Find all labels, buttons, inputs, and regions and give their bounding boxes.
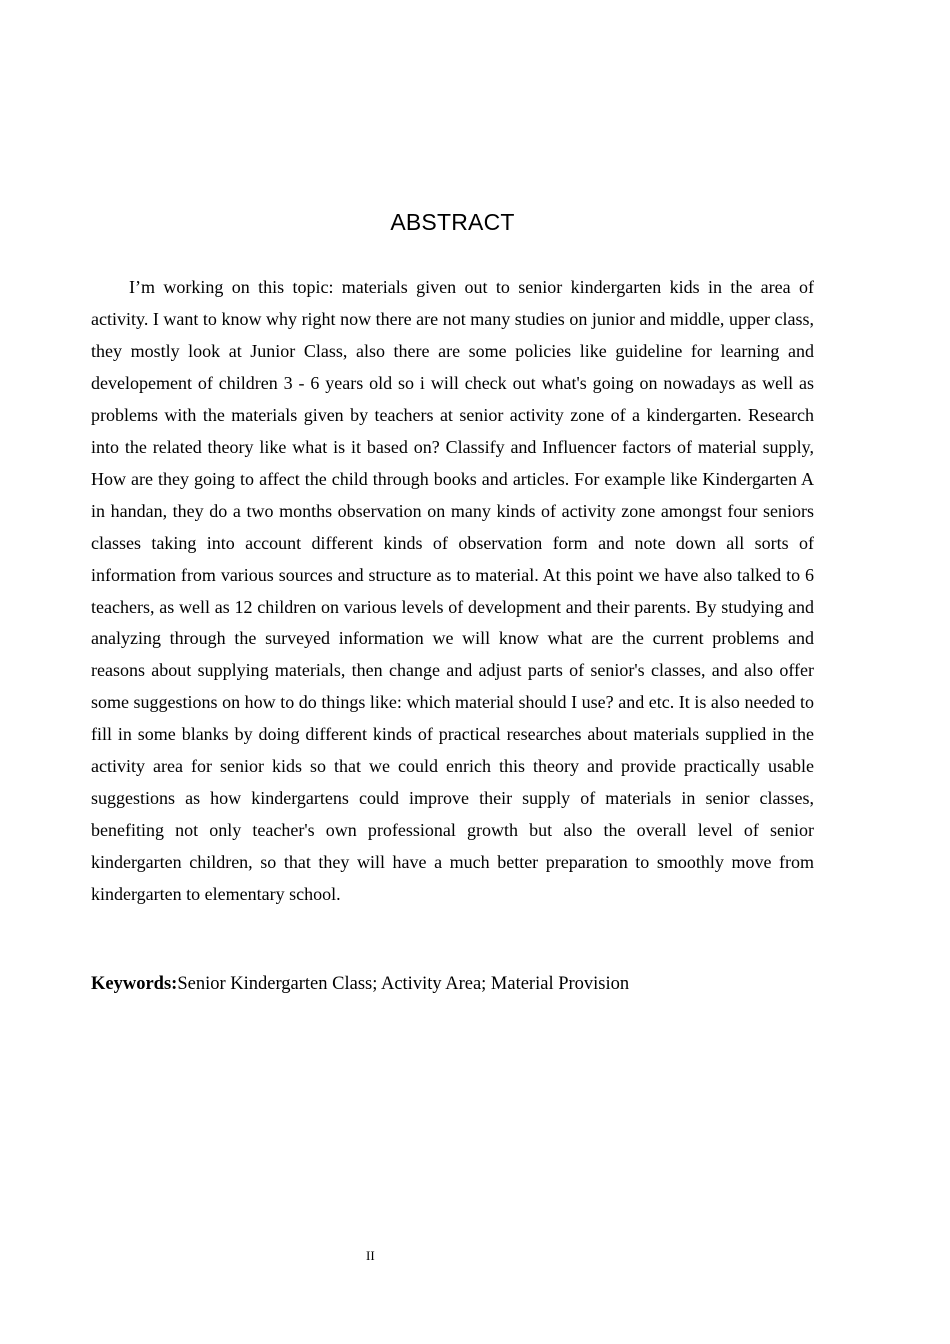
abstract-title: ABSTRACT (390, 209, 515, 235)
keywords-label: Keywords: (91, 974, 178, 994)
keywords-value: Senior Kindergarten Class; Activity Area; Material Provision (177, 974, 630, 994)
page-number: II (366, 1248, 375, 1263)
keywords-line (91, 974, 629, 995)
abstract-body: I’m working on this topic: materials given out to senior kindergarten kids in the area of activity. I want to know why right now there are not many studies on junior and middle, upper class, they mostly look at Junior Class, also there are some policies like guideline for learning and developement of children 3 - 6 years old so i will check out what's going on nowadays as well as problems with the materials given by teachers at senior activity zone of a kindergarten. Research into the related theory like what is it based on? Classify and Influencer factors of material supply, How are they going to affect the child through books and articles. For example like Kindergarten A in handan, they do a two months observation on many kinds of activity zone amongst four seniors classes taking into account different kinds of observation form and note down all sorts of information from various sources and structure as to material. At this point we have also talked to 6 teachers, as well as 12 children on various levels of development and their parents. By studying and analyzing through the surveyed information we will know what are the current problems and reasons about supplying materials, then change and adjust parts of senior's classes, and also offer some suggestions on how to do things like: which material should I use? and etc. It is also needed to fill in some blanks by doing different kinds of practical researches about materials supplied in the activity area for senior kids so that we could enrich this theory and provide practically usable suggestions as how kindergartens could improve their supply of materials in senior classes, benefiting not only teacher's own professional growth but also the overall level of senior kindergarten children, so that they will have a much better preparation to smoothly move from kindergarten to elementary school. (91, 277, 814, 905)
